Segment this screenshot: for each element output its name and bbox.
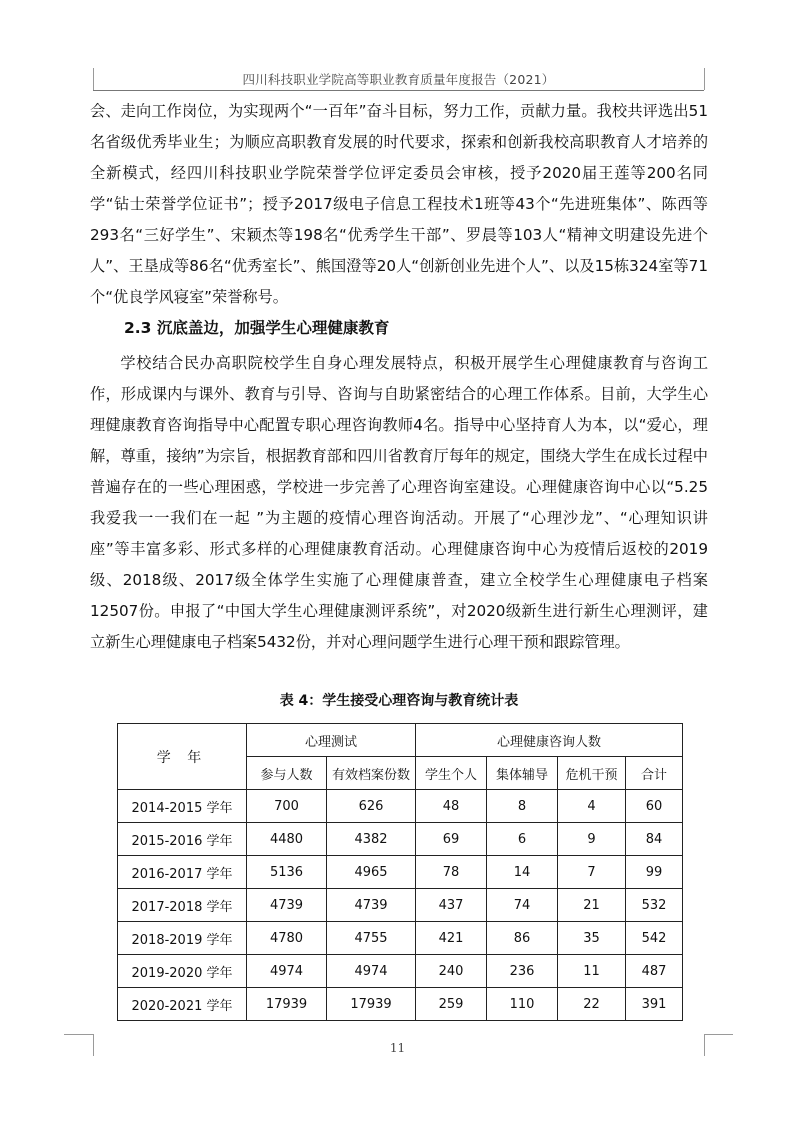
- table-cell: 4780: [247, 922, 327, 955]
- statistics-table: [117, 723, 683, 1021]
- crop-mark-top-right: [704, 68, 705, 90]
- table-cell: 626: [327, 790, 416, 823]
- table-cell: 421: [416, 922, 487, 955]
- table-cell: 236: [487, 955, 558, 988]
- page-header-title: 四川科技职业学院高等职业教育质量年度报告（2021）: [242, 72, 555, 87]
- table-cell: 240: [416, 955, 487, 988]
- table-row: [118, 856, 683, 889]
- table-row: [118, 988, 683, 1021]
- table-cell: 35: [558, 922, 626, 955]
- table-cell: 487: [626, 955, 683, 988]
- table-cell: 532: [626, 889, 683, 922]
- table-cell: 542: [626, 922, 683, 955]
- table-cell: 60: [626, 790, 683, 823]
- table-row: [118, 889, 683, 922]
- table-cell: 437: [416, 889, 487, 922]
- table-cell: 4739: [327, 889, 416, 922]
- table-cell: 4: [558, 790, 626, 823]
- table-cell: 4755: [327, 922, 416, 955]
- table-cell: 2017-2018 学年: [118, 889, 247, 922]
- table-cell: 14: [487, 856, 558, 889]
- table-caption: 表 4：学生接受心理咨询与教育统计表: [279, 693, 519, 709]
- column-header: 有效档案份数: [327, 757, 416, 790]
- table-cell: 2014-2015 学年: [118, 790, 247, 823]
- table-cell: 78: [416, 856, 487, 889]
- table-cell: 2019-2020 学年: [118, 955, 247, 988]
- table-cell: 8: [487, 790, 558, 823]
- table-cell: 69: [416, 823, 487, 856]
- table-cell: 4974: [247, 955, 327, 988]
- table-header-row: [118, 724, 683, 757]
- column-header: 参与人数: [247, 757, 327, 790]
- group-header-psych-test: 心理测试: [247, 724, 416, 757]
- header-rule: [93, 90, 704, 91]
- table-cell: 700: [247, 790, 327, 823]
- body-paragraph-psychology: 学校结合民办高职院校学生自身心理发展特点，积极开展学生心理健康教育与咨询工作，形成课内与课外、教育与引导、咨询与自助紧密结合的心理工作体系。目前，大学生心理健康教育咨询指导中心配置专职心理咨询教师4名。指导中心坚持育人为本，以“爱心，理解，尊重，接纳”为宗旨，根据教育部和四川省教育厅每年的规定，围绕大学生在成长过程中普遍存在的一些心理困惑，学校进一步完善了心理咨询室建设。心理健康咨询中心以“5.25 我爱我一一我们在一起 ”为主题的疫情心理咨询活动。开展了“心理沙龙”、“心理知识讲座”等丰富多彩、形式多样的心理健康教育活动。心理健康咨询中心为疫情后返校的2019级、2018级、2017级全体学生实施了心理健康普查，建立全校学生心理健康电子档案12507份。申报了“中国大学生心理健康测评系统”，对2020级新生进行新生心理测评，建立新生心理健康电子档案5432份，并对心理问题学生进行心理干预和跟踪管理。: [90, 354, 708, 651]
- table-row: [118, 955, 683, 988]
- table-cell: 4974: [327, 955, 416, 988]
- column-header: 合计: [626, 757, 683, 790]
- table-cell: 84: [626, 823, 683, 856]
- group-header-consulting: 心理健康咨询人数: [416, 724, 683, 757]
- table-cell: 21: [558, 889, 626, 922]
- table-cell: 4480: [247, 823, 327, 856]
- table-cell: 48: [416, 790, 487, 823]
- body-paragraph-awards: 会、走向工作岗位，为实现两个“一百年”奋斗目标，努力工作，贡献力量。我校共评选出51名省级优秀毕业生；为顺应高职教育发展的时代要求，探索和创新我校高职教育人才培养的全新模式，经四川科技职业学院荣誉学位评定委员会审核，授予2020届王莲等200名同学“钻士荣誉学位证书”；授予2017级电子信息工程技术1班等43个“先进班集体”、陈西等293名“三好学生”、宋颖杰等198名“优秀学生干部”、罗晨等103人“精神文明建设先进个人”、王垦成等86名“优秀室长”、熊国澄等20人“创新创业先进个人”、以及15栋324室等71个“优良学风寝室”荣誉称号。: [90, 102, 708, 306]
- table-cell: 17939: [247, 988, 327, 1021]
- column-header: 集体辅导: [487, 757, 558, 790]
- table-cell: 22: [558, 988, 626, 1021]
- table-cell: 2016-2017 学年: [118, 856, 247, 889]
- table-cell: 11: [558, 955, 626, 988]
- table-cell: 110: [487, 988, 558, 1021]
- table-cell: 7: [558, 856, 626, 889]
- table-cell: 4739: [247, 889, 327, 922]
- crop-mark-bottom-right-h: [704, 1034, 733, 1035]
- table-cell: 99: [626, 856, 683, 889]
- column-header: 危机干预: [558, 757, 626, 790]
- table-cell: 2020-2021 学年: [118, 988, 247, 1021]
- section-heading: 2.3 沉底盖边，加强学生心理健康教育: [124, 319, 390, 337]
- table-row: [118, 823, 683, 856]
- table-cell: 9: [558, 823, 626, 856]
- table-cell: 74: [487, 889, 558, 922]
- table-cell: 391: [626, 988, 683, 1021]
- table-cell: 2015-2016 学年: [118, 823, 247, 856]
- table-row: [118, 790, 683, 823]
- page-number: 11: [389, 1041, 406, 1055]
- table-cell: 2018-2019 学年: [118, 922, 247, 955]
- table-cell: 6: [487, 823, 558, 856]
- table-cell: 4965: [327, 856, 416, 889]
- table-cell: 86: [487, 922, 558, 955]
- column-header: 学生个人: [416, 757, 487, 790]
- table-cell: 17939: [327, 988, 416, 1021]
- table-cell: 4382: [327, 823, 416, 856]
- year-column-header: 学 年: [118, 724, 247, 790]
- table-cell: 5136: [247, 856, 327, 889]
- table-cell: 259: [416, 988, 487, 1021]
- table-row: [118, 922, 683, 955]
- crop-mark-bottom-left-h: [64, 1034, 93, 1035]
